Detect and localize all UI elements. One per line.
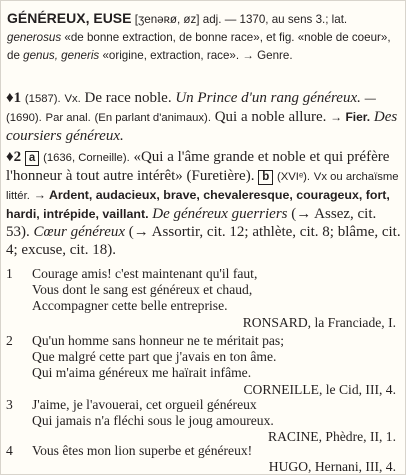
cross-ref-fier[interactable]: → Fier. [330, 110, 371, 124]
citation-number: 1 [6, 266, 13, 281]
citation-author: RACINE [268, 429, 319, 445]
citation-number: 2 [6, 333, 13, 348]
citation-work: , Hernani, III, 4. [308, 459, 396, 475]
citation-author: CORNEILLE [243, 381, 319, 397]
citation-number: 3 [6, 397, 13, 412]
definition: «Qui a l'âme grande et noble et qui préfère l'honneur à tout autre intérêt» (Furetière). [6, 149, 390, 184]
synonyms-list[interactable]: → Ardent, audacieux, brave, chevaleresque, courageux, fort, hardi, intrépide, vaillant. [6, 188, 390, 221]
citation-work: , la Franciade, I. [307, 314, 396, 330]
example: Cœur généreux [33, 224, 126, 240]
cross-ref-genre[interactable]: → Genre. [242, 49, 293, 62]
citation-source [32, 382, 400, 398]
definition: Qui a noble allure. [214, 109, 327, 125]
citation-ref[interactable]: (→ Assez, cit. 53). [6, 206, 377, 240]
sense-2 [6, 148, 402, 259]
usage-label: Par anal. [45, 112, 91, 124]
usage-note: (En parlant d'animaux). [94, 112, 211, 124]
citation-line: Accompagner cette belle entreprise. [32, 298, 228, 314]
headword: GÉNÉREUX, EUSE [7, 10, 132, 26]
latin-word: generosus [7, 31, 62, 44]
dash-date: — (1690). [6, 93, 376, 124]
citation-line: J'aime, je l'avouerai, cet orgueil généreux [32, 397, 257, 412]
latin-root: genus, generis [23, 49, 100, 62]
example: Un Prince d'un rang généreux. [175, 90, 361, 106]
example: De généreux guerriers [152, 206, 288, 222]
usage-label: Vx. [64, 93, 81, 105]
part-of-speech: adj. [202, 13, 222, 26]
citation-line: Qu'un homme sans honneur ne te méritait pas; [32, 333, 284, 348]
citation-line: Vous dont le sang est généreux et chaud, [32, 282, 253, 298]
citation-work: , Phèdre, II, 1. [318, 429, 396, 445]
pronunciation: [ʒenəʀø, øz] [134, 13, 200, 26]
citation-line: Qui jamais n'a fléchi sous le joug amoureux. [32, 413, 274, 429]
sense-marker: ♦2 [6, 149, 22, 165]
citation-line: Qui m'aima généreux me haïrait infâme. [32, 365, 252, 381]
subsense-a-box: a [25, 151, 39, 166]
etymology-gloss: «de bonne extraction, de bonne race», et fig. «noble de coeur», de [7, 31, 391, 62]
citation-source [32, 459, 400, 475]
usage-label: Vx ou archaïsme littér. [6, 171, 399, 202]
sense-date: (1636, Corneille). [43, 152, 130, 164]
etymology-date: — 1370, au sens 3.; lat. [224, 13, 348, 26]
citation-line: Que malgré cette part que j'avais en ton âme. [32, 349, 277, 365]
citation-work: , le Cid, III, 4. [318, 381, 396, 397]
entry-header [7, 9, 402, 65]
sense-1 [6, 89, 402, 145]
definition: De race noble. [84, 90, 172, 106]
citation-source [32, 315, 400, 331]
citation-line: Vous êtes mon lion superbe et généreux! [32, 443, 253, 458]
sense-date: (1587). [24, 93, 61, 105]
citation-author: RONSARD [242, 314, 308, 330]
century: (XVIᵉ). [276, 171, 311, 183]
sense-marker: ♦1 [6, 90, 22, 106]
subsense-b-box: b [258, 170, 273, 185]
example: Des coursiers généreux. [6, 109, 398, 144]
etymology-origin: «origine, extraction, race». [102, 49, 240, 62]
citation-ref[interactable]: (→ Assortir, cit. 12; athlète, cit. 8; blâme, cit. 4; excuse, cit. 18). [6, 224, 401, 258]
citation-author: HUGO [268, 459, 309, 475]
citation-line: Courage amis! c'est maintenant qu'il faut, [32, 266, 258, 281]
citation-number: 4 [6, 443, 13, 458]
